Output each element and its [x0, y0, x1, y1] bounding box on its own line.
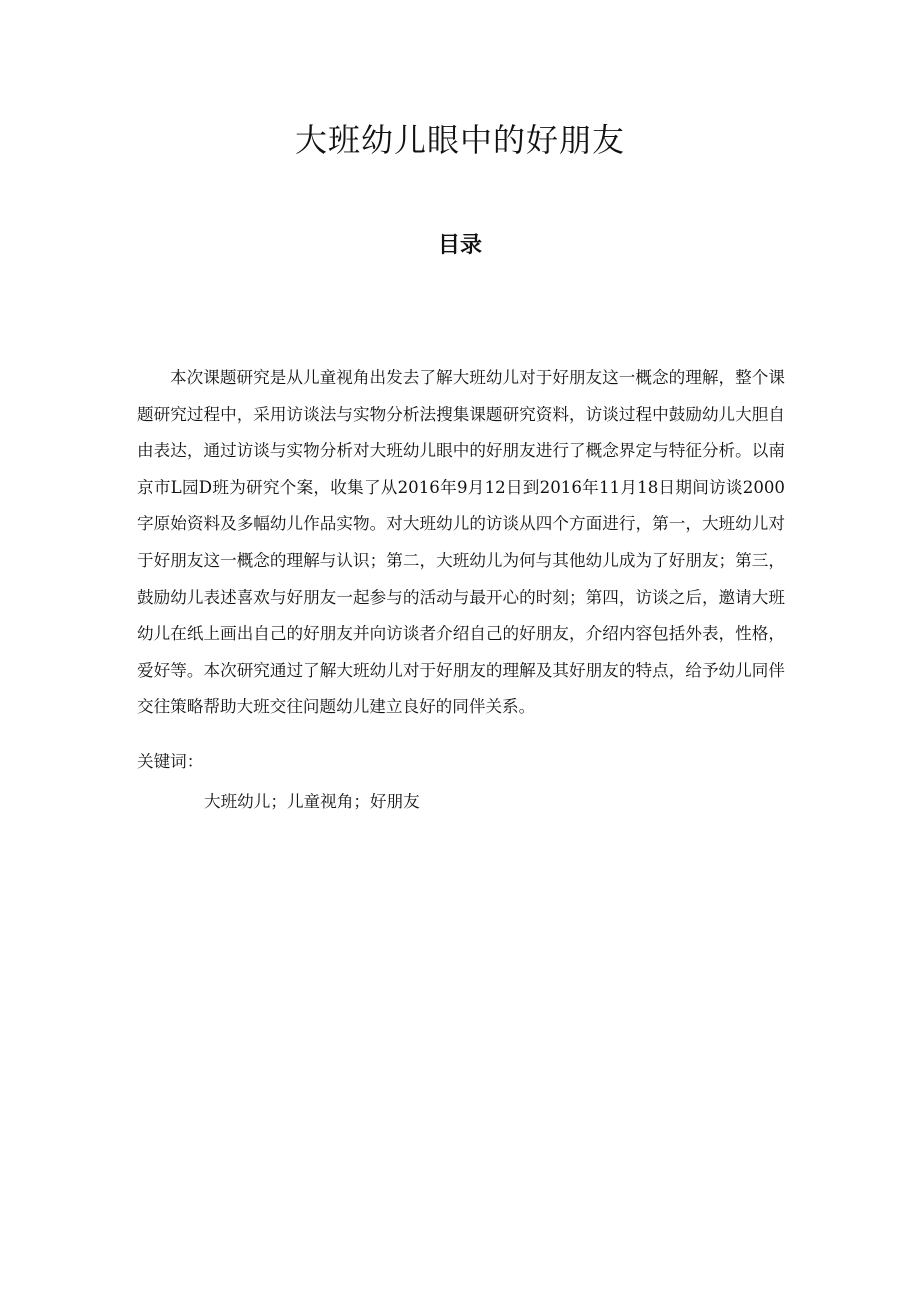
toc-heading: 目录 [437, 233, 482, 258]
document-title: 大班幼儿眼中的好朋友 [294, 121, 625, 159]
keywords-label: 关键词： [137, 752, 204, 771]
abstract-paragraph: 本次课题研究是从儿童视角出发去了解大班幼儿对于好朋友这一概念的理解，整个课题研究过程中，采用访谈法与实物分析法搜集课题研究资料，访谈过程中鼓励幼儿大胆自由表达，通过访谈与实物分析对大班幼儿眼中的好朋友进行了概念界定与特征分析。以南京市L园D班为研究个案，收集了从2016年9月12日到2016年11月18日期间访谈2000字原始资料及多幅幼儿作品实物。对大班幼儿的访谈从四个方面进行，第一，大班幼儿对于好朋友这一概念的理解与认识；第二，大班幼儿为何与其他幼儿成为了好朋友；第三，鼓励幼儿表述喜欢与好朋友一起参与的活动与最开心的时刻；第四，访谈之后，邀请大班幼儿在纸上画出自己的好朋友并向访谈者介绍自己的好朋友，介绍内容包括外表，性格，爱好等。本次研究通过了解大班幼儿对于好朋友的理解及其好朋友的特点，给予幼儿同伴交往策略帮助大班交往问题幼儿建立良好的同伴关系。 [137, 368, 785, 717]
keywords-list: 大班幼儿；儿童视角；好朋友 [204, 792, 420, 811]
